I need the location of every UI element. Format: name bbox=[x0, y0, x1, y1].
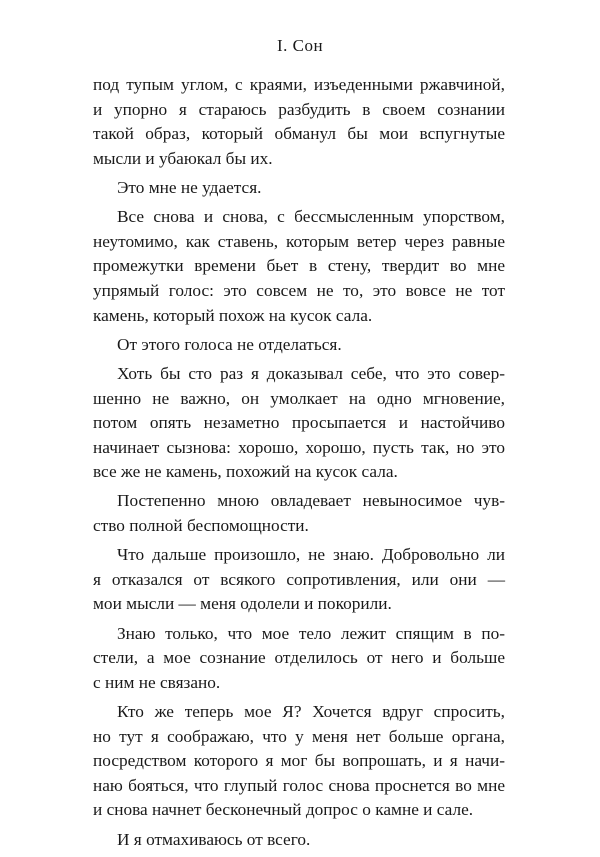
text-line: мысли и убаюкал бы их. bbox=[93, 148, 273, 168]
text-line: но тут я соображаю, что у меня нет больше органа, bbox=[93, 726, 505, 746]
text-line: все же не камень, похожий на кусок сала. bbox=[93, 462, 398, 482]
text-line: такой образ, который обманул бы мои вспугнутые bbox=[93, 124, 505, 144]
text-line: стели, а мое сознание отделилось от него и больше bbox=[93, 648, 505, 668]
text-line: От этого голоса не отделаться. bbox=[117, 334, 342, 354]
paragraph bbox=[93, 489, 505, 538]
paragraph bbox=[93, 362, 505, 485]
text-line: Хоть бы сто раз я доказывал себе, что это совер- bbox=[117, 363, 505, 383]
text-line: наю бояться, что глупый голос снова проснется во мне bbox=[93, 775, 505, 795]
paragraph bbox=[93, 333, 505, 358]
text-line: Кто же теперь мое Я? Хочется вдруг спросить, bbox=[117, 702, 505, 721]
running-head: I. Сон bbox=[276, 36, 324, 55]
text-line: промежутки времени бьет в стену, твердит во мне bbox=[93, 256, 505, 276]
paragraph bbox=[93, 828, 505, 853]
text-line: и снова начнет бесконечный допрос о камне и сале. bbox=[93, 800, 474, 820]
paragraph bbox=[93, 176, 505, 201]
body-text bbox=[93, 73, 505, 857]
paragraph bbox=[93, 73, 505, 171]
text-line: Постепенно мною овладевает невыносимое чув- bbox=[117, 491, 505, 511]
text-line: Знаю только, что мое тело лежит спящим в по- bbox=[117, 623, 505, 643]
text-line: Все снова и снова, с бессмысленным упорством, bbox=[117, 207, 505, 227]
text-line: ство полной беспомощности. bbox=[93, 516, 309, 536]
text-line: шенно не важно, он умолкает на одно мгновение, bbox=[93, 388, 505, 408]
paragraph bbox=[93, 543, 505, 617]
text-line: и упорно я стараюсь разбудить в своем сознании bbox=[93, 99, 505, 119]
text-line: И я отмахиваюсь от всего. bbox=[117, 829, 311, 849]
paragraph bbox=[93, 700, 505, 823]
text-line: с ним не связано. bbox=[93, 672, 221, 692]
text-line: Что дальше произошло, не знаю. Добровольно ли bbox=[117, 545, 505, 565]
text-line: камень, который похож на кусок сала. bbox=[93, 305, 373, 325]
text-line: потом опять незаметно просыпается и настойчиво bbox=[93, 413, 505, 433]
text-line: Это мне не удается. bbox=[117, 177, 262, 197]
text-line: неутомимо, как ставень, которым ветер через равные bbox=[93, 231, 505, 251]
paragraph bbox=[93, 205, 505, 328]
text-line: под тупым углом, с краями, изъеденными ржавчиной, bbox=[93, 75, 505, 94]
text-line: я отказался от всякого сопротивления, или они — bbox=[93, 569, 505, 589]
text-line: упрямый голос: это совсем не то, это вовсе не тот bbox=[93, 280, 505, 300]
paragraph bbox=[93, 622, 505, 696]
text-line: начинает сызнова: хорошо, хорошо, пусть так, но это bbox=[93, 437, 505, 457]
text-line: мои мысли — меня одолели и покорили. bbox=[93, 594, 392, 614]
text-line: посредством которого я мог бы вопрошать, и я начи- bbox=[93, 751, 505, 771]
